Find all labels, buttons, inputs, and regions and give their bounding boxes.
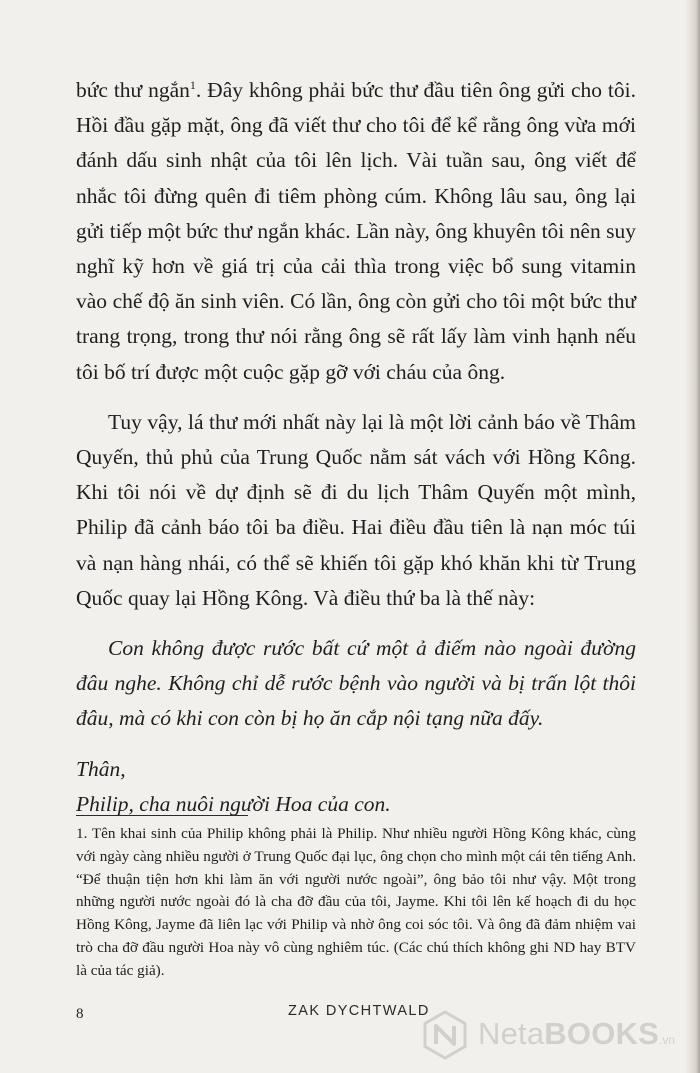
paragraph-1-rest: . Đây không phải bức thư đầu tiên ông gửi cho tôi. Hồi đầu gặp mặt, ông đã viết thư cho tôi để kể rằng ông vừa mới đánh dấu sinh nhật của tôi lên lịch. Vài tuần sau, ông viết để nhắc tôi đừng quên đi tiêm phòng cúm. Không lâu sau, ông lại gửi tiếp một bức thư ngắn khác. Lần này, ông khuyên tôi nên suy nghĩ kỹ hơn về giá trị của cải thìa trong việc bổ sung vitamin vào chế độ ăn sinh viên. Có lần, ông còn gửi cho tôi một bức thư trang trọng, trong thư nói rằng ông sẽ rất lấy làm vinh hạnh nếu tôi bố trí được một cuộc gặp gỡ với cháu của ông. [76,78,636,384]
watermark-domain: .vn [658,1033,675,1047]
page-number: 8 [76,1006,84,1022]
footnote-marker: 1 [189,77,196,92]
paragraph-1 [76,73,636,390]
main-text [76,73,636,822]
letter-closing: Thân, [76,756,126,781]
letter-quote: Con không được rước bất cứ một ả điếm nào ngoài đường đâu nghe. Không chỉ dễ rước bệnh vào người và bị trấn lột thôi đâu, mà có khi con còn bị họ ăn cắp nội tạng nữa đấy. [76,636,636,731]
running-head-author: ZAK DYCHTWALD [288,1003,430,1019]
watermark [420,1010,700,1060]
paragraph-2: Tuy vậy, lá thư mới nhất này lại là một lời cảnh báo về Thâm Quyến, thủ phủ của Trung Quốc nằm sát vách với Hồng Kông. Khi tôi nói về dự định sẽ đi du lịch Thâm Quyến một mình, Philip đã cảnh báo tôi ba điều. Hai điều đầu tiên là nạn móc túi và nạn hàng nhái, có thể sẽ khiến tôi gặp khó khăn khi từ Trung Quốc quay lại Hồng Kông. Và điều thứ ba là thế này: [76,409,636,610]
page-edge-shadow [686,0,700,1073]
watermark-text [478,1016,675,1052]
watermark-brand-bold: BOOKS [544,1016,659,1051]
paragraph-1-lead: bức thư ngắn [76,78,190,102]
netabooks-logo-icon [420,1010,470,1060]
footnote-1: 1. Tên khai sinh của Philip không phải là Philip. Như nhiều người Hồng Kông khác, cùng với ngày càng nhiều người ở Trung Quốc đại lục, ông chọn cho mình một cái tên tiếng Anh. “Để thuận tiện hơn khi làm ăn với người nước ngoài”, ông bảo tôi như vậy. Một trong những người nước ngoài đó là cha đỡ đầu của tôi, Jayme. Khi tôi lên kế hoạch đi du học Hồng Kông, Jayme đã liên lạc với Philip và nhờ ông coi sóc tôi. Và ông đã đảm nhiệm vai trò cha đỡ đầu người Hoa này vô cùng nghiêm túc. (Các chú thích không ghi ND hay BTV là của tác giả). [76,825,636,979]
footnote-divider [76,815,248,816]
watermark-brand-light: Neta [478,1016,545,1051]
letter-signature: Philip, cha nuôi người Hoa của con. [76,791,391,816]
